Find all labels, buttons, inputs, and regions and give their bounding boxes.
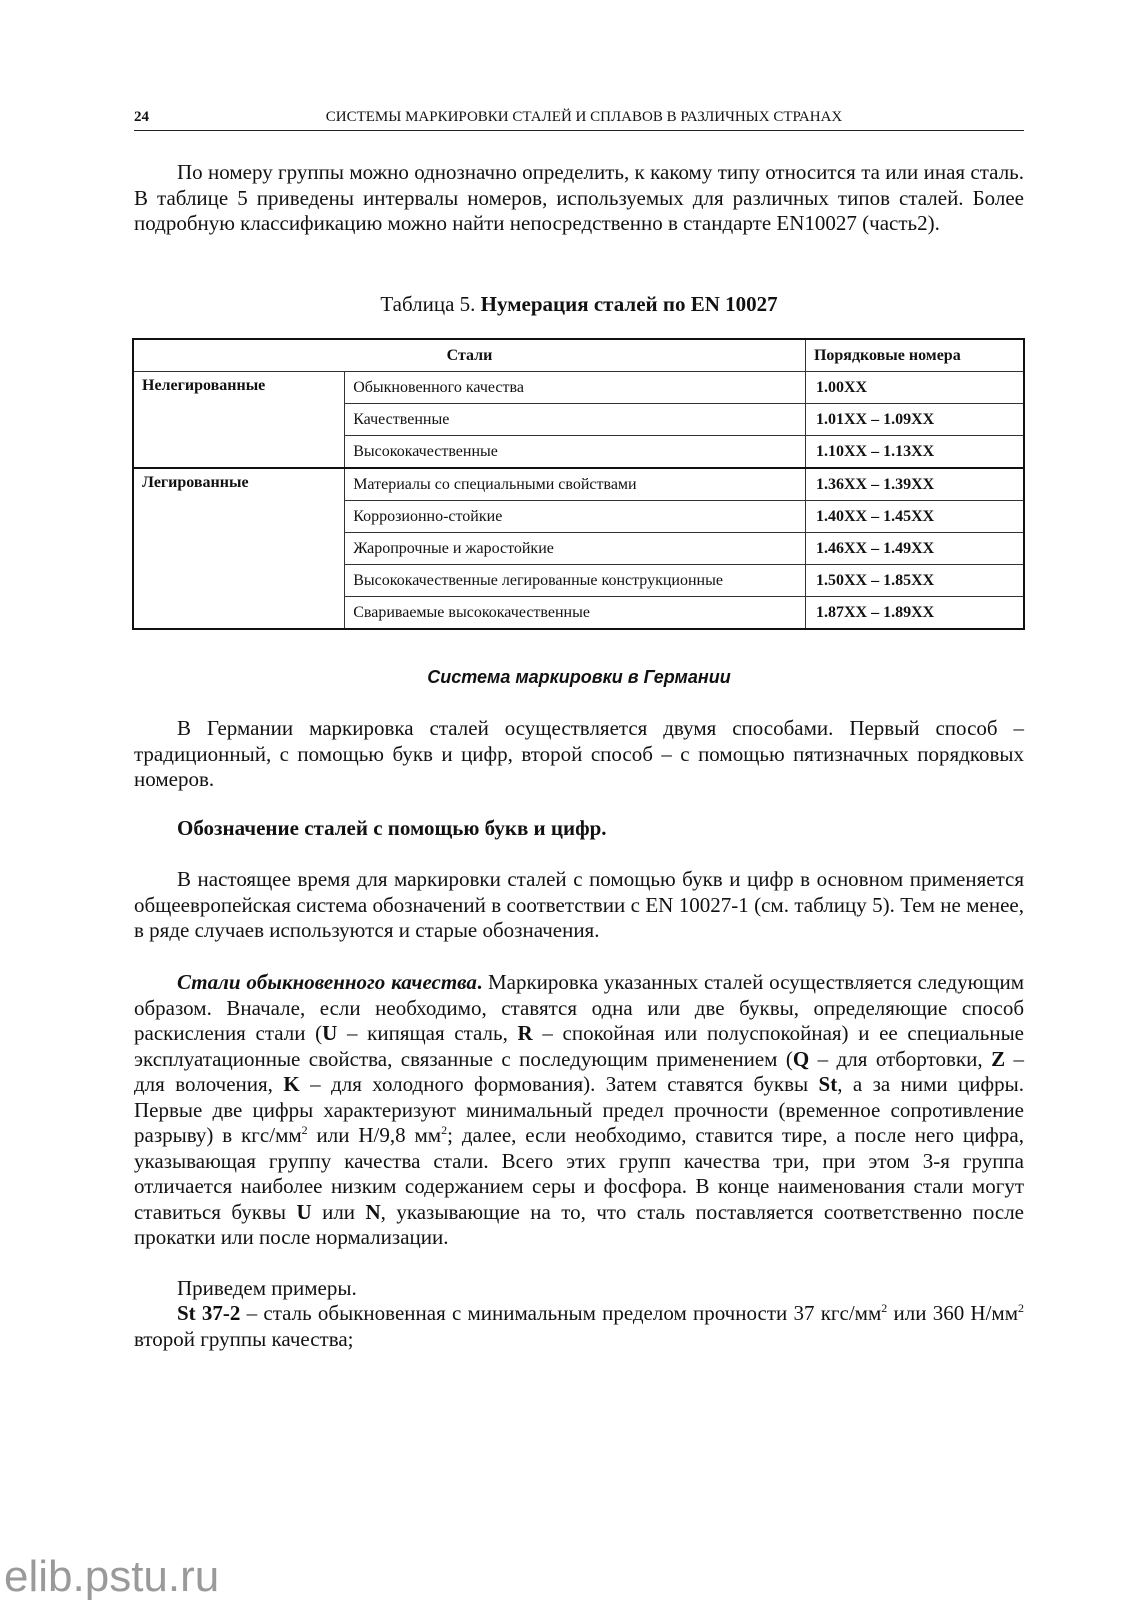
running-title: СИСТЕМЫ МАРКИРОВКИ СТАЛЕЙ И СПЛАВОВ В РАЗЛИЧНЫХ СТРАНАХ — [325, 109, 843, 125]
watermark: elib.pstu.ru — [4, 1552, 220, 1601]
steel-numbering-table — [132, 338, 1025, 630]
table-row — [133, 372, 1024, 404]
number-range: 1.10XX – 1.13XX — [805, 436, 1024, 469]
current-system-paragraph: В настоящее время для маркировки сталей с помощью букв и цифр в основном применяется общеевропейская система обозначений в соответствии с EN 10027-1 (см. таблицу 5). Тем не менее, в ряде случаев используются и старые обозначения. — [134, 867, 1024, 942]
example-code: St 37-2 — [177, 1301, 241, 1325]
number-range: 1.00XX — [805, 372, 1024, 404]
table-row — [133, 468, 1024, 501]
section-title: Система маркировки в Германии — [427, 667, 731, 687]
steel-type: Жаропрочные и жаростойкие — [345, 533, 806, 565]
steel-type: Качественные — [345, 404, 806, 436]
group-name: Нелегированные — [133, 372, 345, 469]
intro-paragraph: По номеру группы можно однозначно определить, к какому типу относится та или иная сталь. В таблице 5 приведены интервалы номеров, используемых для различных типов сталей. Более подробную классификацию можно найти непосредственно в стандарте EN10027 (часть2). — [134, 160, 1024, 235]
steel-type: Свариваемые высококачественные — [345, 597, 806, 630]
number-range: 1.87XX – 1.89XX — [805, 597, 1024, 630]
example-paragraph: St 37-2 – сталь обыкновенная с минимальным пределом прочности 37 кгс/$мм^2$ или 360 $Н/мм^2$ второй группы качества; — [134, 1301, 1024, 1351]
number-range: 1.40XX – 1.45XX — [805, 501, 1024, 533]
number-range: 1.50XX – 1.85XX — [805, 565, 1024, 597]
table-header-row — [133, 339, 1024, 372]
group-name: Легированные — [133, 468, 345, 629]
running-header — [134, 106, 1024, 131]
ordinary-steels-lead: Стали обыкновенного качества — [177, 970, 477, 994]
number-range: 1.46XX – 1.49XX — [805, 533, 1024, 565]
header-numbers: Порядковые номера — [805, 339, 1024, 372]
table-caption-prefix: Таблица 5. — [380, 292, 481, 316]
steel-type: Материалы со специальными свойствами — [345, 468, 806, 501]
germany-paragraph: В Германии маркировка сталей осуществляется двумя способами. Первый способ – традиционный, с помощью букв и цифр, второй способ – с помощью пятизначных порядковых номеров. — [134, 716, 1024, 791]
number-range: 1.36XX – 1.39XX — [805, 468, 1024, 501]
steel-type: Коррозионно-стойкие — [345, 501, 806, 533]
table-caption — [134, 291, 1024, 317]
steel-type: Высококачественные — [345, 436, 806, 469]
table-caption-title: Нумерация сталей по EN 10027 — [480, 292, 778, 316]
steel-type: Высококачественные легированные конструкционные — [345, 565, 806, 597]
subheading: Обозначение сталей с помощью букв и цифр. — [177, 816, 607, 840]
examples-intro: Приведем примеры. — [177, 1276, 357, 1300]
page-number: 24 — [134, 109, 149, 125]
number-range: 1.01XX – 1.09XX — [805, 404, 1024, 436]
header-steels: Стали — [133, 339, 805, 372]
steel-type: Обыкновенного качества — [345, 372, 806, 404]
ordinary-steels-paragraph: Стали обыкновенного качества. Маркировка указанных сталей осуществляется следующим образом. Вначале, если необходимо, ставятся одна или две буквы, определяющие способ раскисления стали (U – кипящая сталь, R – спокойная или полуспокойная) и ее специальные эксплуатационные свойства, связанные с последующим применением (Q – для отбортовки, Z – для волочения, K – для холодного формования). Затем ставятся буквы St, а за ними цифры. Первые две цифры характеризуют минимальный предел прочности (временное сопротивление разрыву) в кгс/$мм^2$ или Н/9,8 $мм^2$; далее, если необходимо, ставится тире, а после него цифра, указывающая группу качества стали. Всего этих групп качества три, при этом 3-я группа отличается наиболее низким содержанием серы и фосфора. В конце наименования стали могут ставиться буквы U или N, указывающие на то, что сталь поставляется соответственно после прокатки или после нормализации. — [134, 970, 1025, 1249]
